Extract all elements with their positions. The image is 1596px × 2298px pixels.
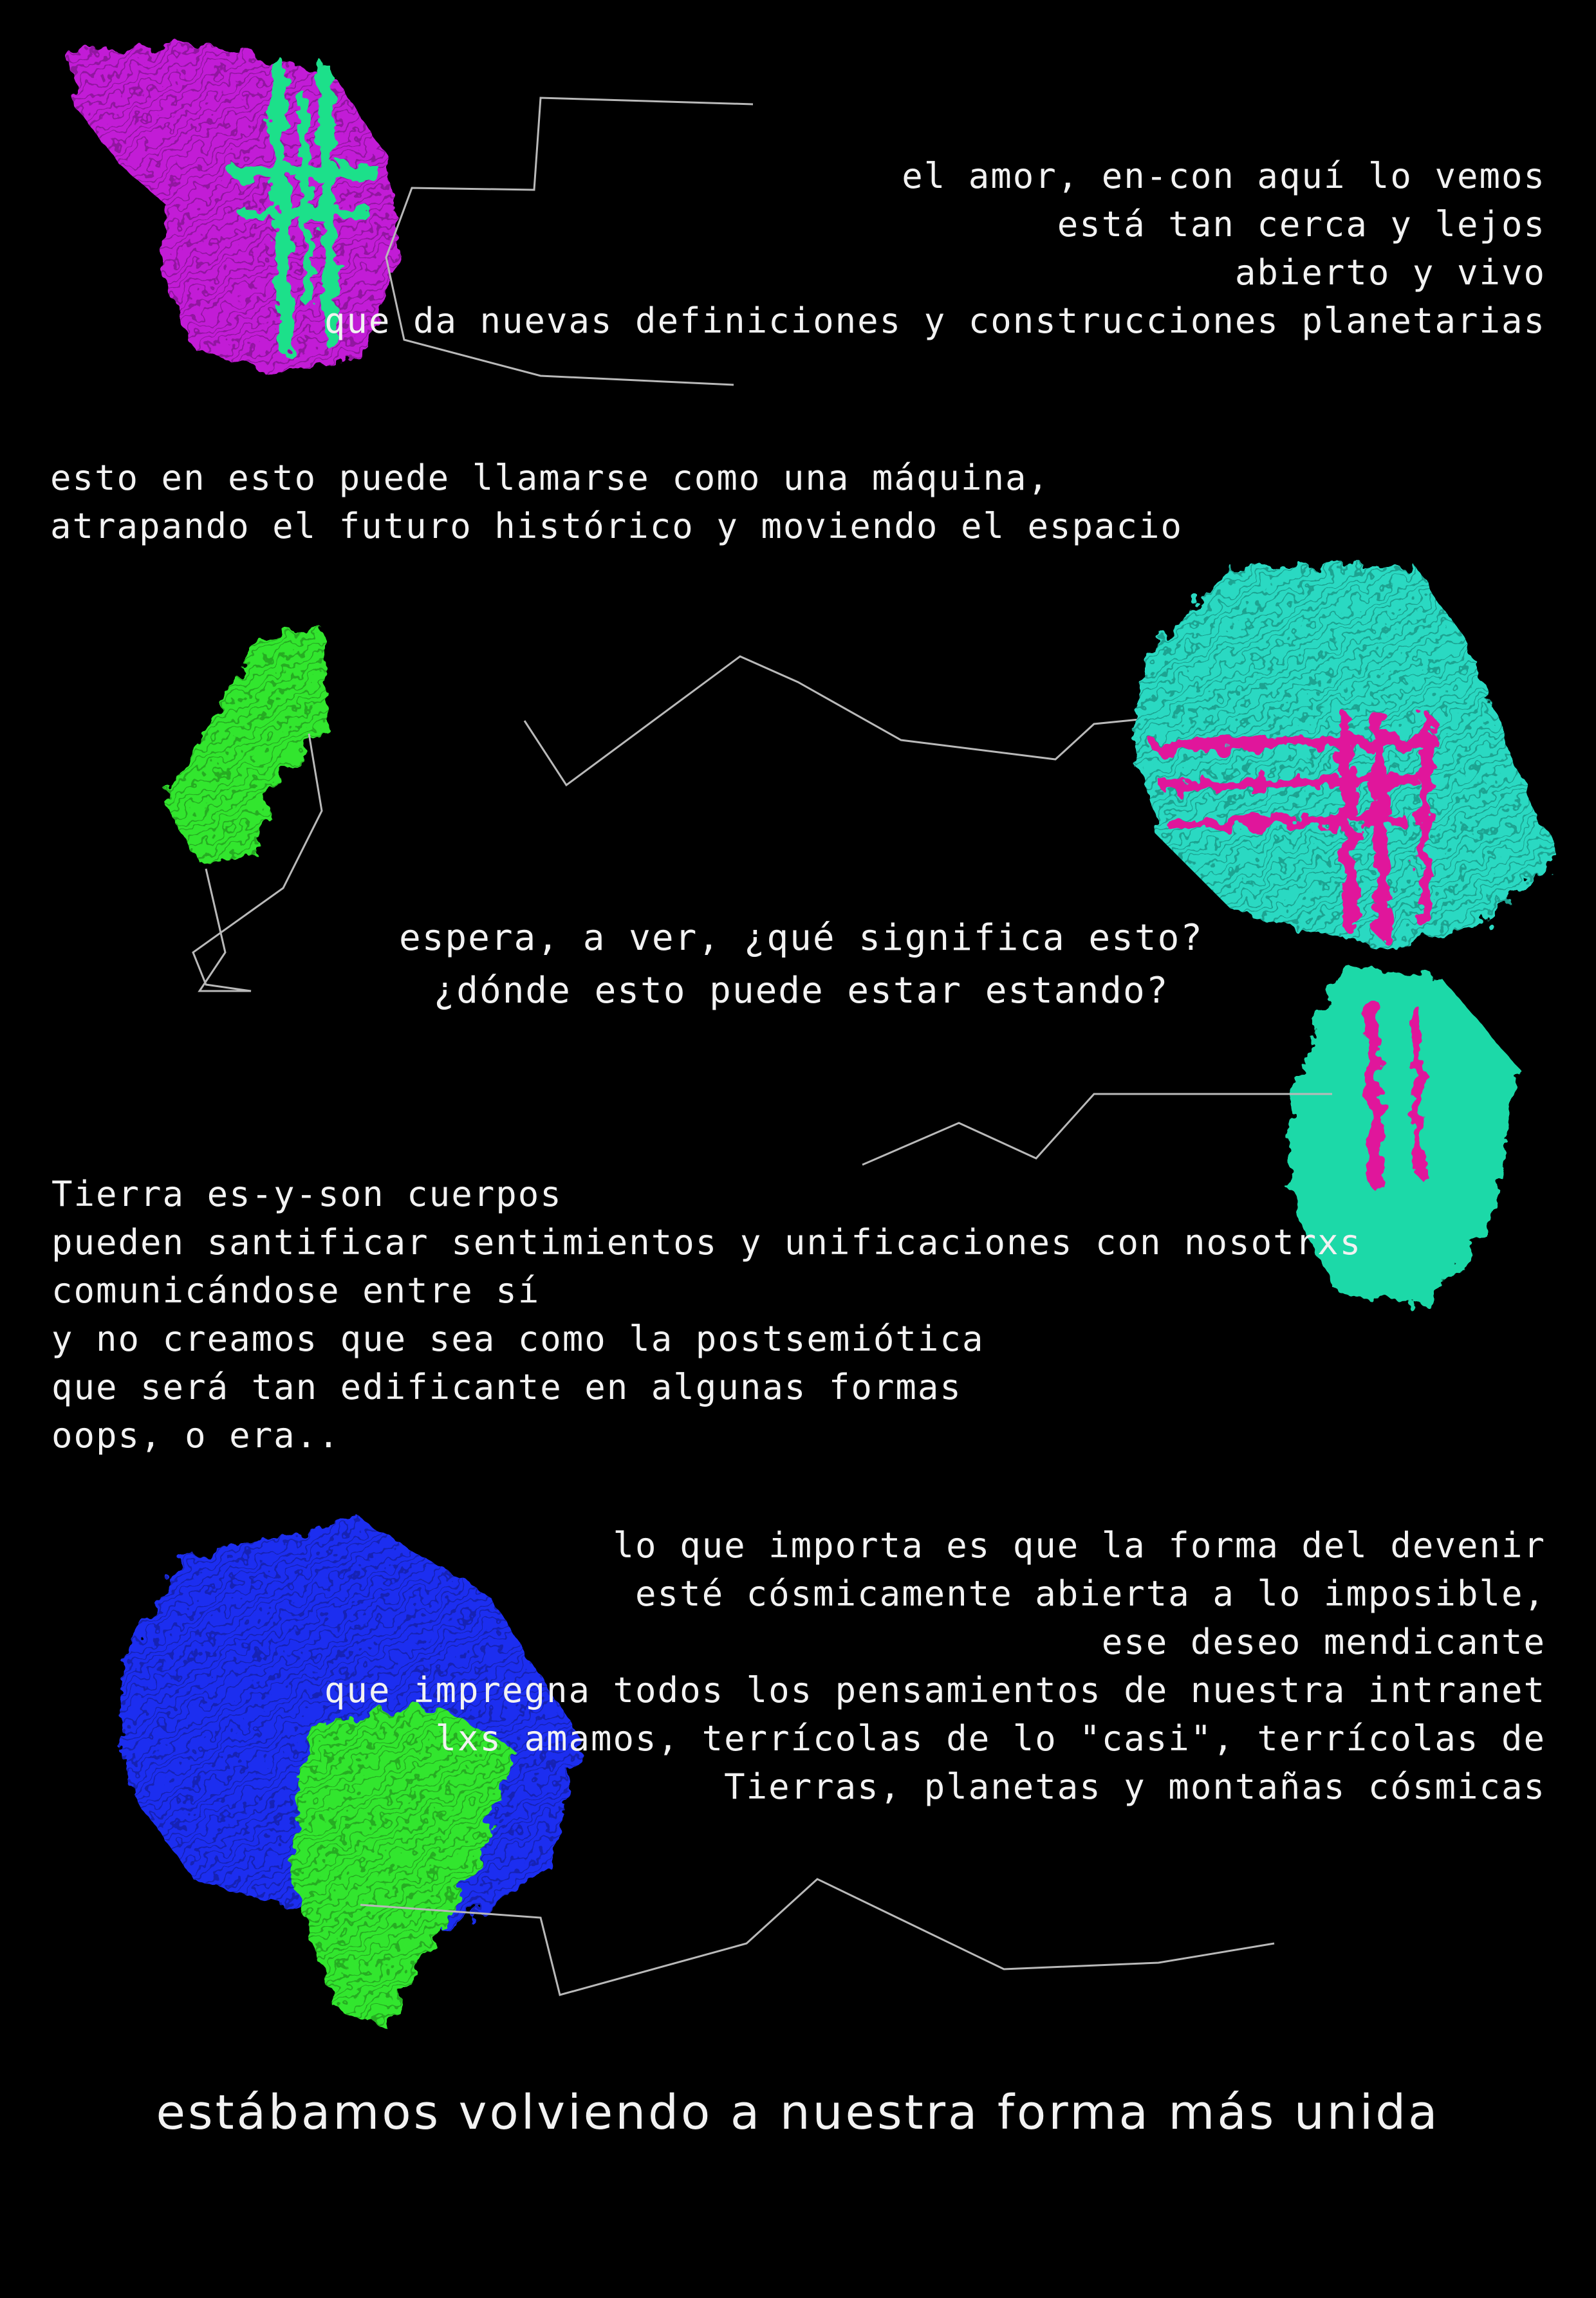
scribble-line-4 <box>862 1094 1332 1165</box>
poem-line: espera, a ver, ¿qué significa esto? <box>398 917 1204 959</box>
poem-stanza-1 <box>324 152 1546 345</box>
poem-line: que da nuevas definiciones y construcciones planetarias <box>324 301 1546 341</box>
poem-stanza-5 <box>324 1521 1546 1811</box>
poem-stanza-4 <box>51 1170 1362 1459</box>
poem-line: abierto y vivo <box>1234 252 1546 293</box>
scribble-line-3 <box>524 656 1158 785</box>
poem-line: lo que importa es que la forma del devenir <box>613 1525 1546 1566</box>
poem-line: que impregna todos los pensamientos de nuestra intranet <box>324 1670 1546 1710</box>
poem-line: comunicándose entre sí <box>51 1270 541 1311</box>
poem-line: atrapando el futuro histórico y moviendo el espacio <box>50 506 1183 546</box>
poem-line: ¿dónde esto puede estar estando? <box>433 970 1169 1012</box>
poem-line: Tierra es-y-son cuerpos <box>51 1174 562 1214</box>
poem-line: esté cósmicamente abierta a lo imposible, <box>635 1573 1546 1614</box>
closing-line: estábamos volviendo a nuestra forma más unida <box>156 2085 1440 2140</box>
poem-stanza-3 <box>360 912 1242 1017</box>
poem-line: que será tan edificante en algunas formas <box>51 1367 962 1407</box>
poem-line: esto en esto puede llamarse como una máquina, <box>50 458 1050 498</box>
poem-line: y no creamos que sea como la postsemiótica <box>51 1319 985 1359</box>
poem-line: lxs amamos, terrícolas de lo "casi", terrícolas de <box>435 1718 1546 1759</box>
poem-line: ese deseo mendicante <box>1101 1622 1546 1662</box>
poem-line: está tan cerca y lejos <box>1057 204 1546 245</box>
poem-line: Tierras, planetas y montañas cósmicas <box>724 1766 1546 1807</box>
poem-line: oops, o era.. <box>51 1415 340 1456</box>
poem-stanza-2 <box>50 454 1183 550</box>
poem-line: pueden santificar sentimientos y unificaciones con nosotrxs <box>51 1222 1362 1263</box>
green-brush-blob <box>161 627 328 862</box>
poem-line: el amor, en-con aquí lo vemos <box>902 156 1546 196</box>
